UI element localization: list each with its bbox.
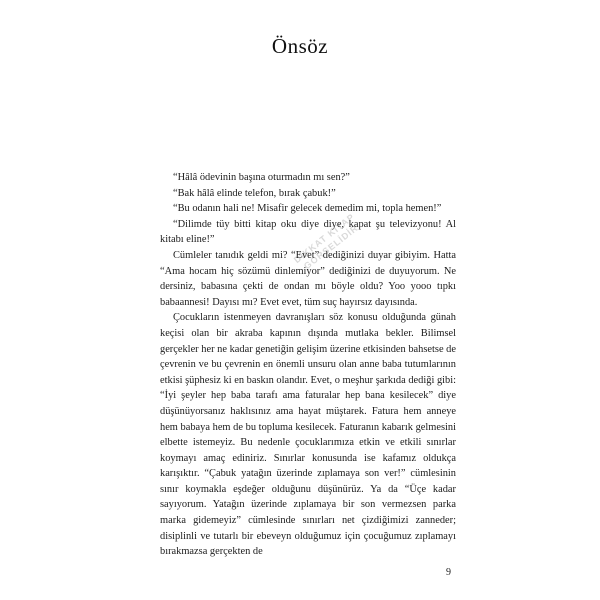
paragraph: Çocukların istenmeyen davranışları söz konusu olduğunda günah keçisi olan bir akraba kapının dışında mutlaka bekler. Bilimsel gerçekler her ne kadar genetiğin gelişim üzerine etkisinden bahsetse de çevrenin ve bu çevrenin en önemli unsuru olan anne baba tutumlarının etkisi şüphesiz ki en baskın olandır. Evet, o meşhur şarkıda dediği gibi: “İyi şeyler hep baba tarafı ama faturalar hep bana kesilecek” diye düşünüyorsanız haklısınız ama hayat müştarek. Fatura hem anneye hem babaya hem de bu topluma kesilecek. Faturanın kabarık gelmesini elbette istemeyiz. Bu nedenle çocuklarımıza etkin ve etkili sınırlar koymayı amaç ediniriz. Sınırlar konusunda ise kafamız oldukça karışıktır. “Çabuk yatağın üzerinde zıplamaya son ver!” cümlesinin sınır koymakla eşdeğer olduğunu düşünürüz. Ya da “Üçe kadar sayıyorum. Yatağın üzerinde zıplamaya bir son vermezsen parka marka gidemeyiz” cümlesinde sınırları net çizdiğimizi zanneder; disiplinli ve tutarlı bir ebeveyn olduğumuz için çocuğumuz zıplamayı bırakmazsa gerçekten de xyxy=(160,312,456,558)
body-text xyxy=(160,170,456,560)
watermark: DİKKAT KİTAP GÖRSELİDİR xyxy=(291,211,361,272)
page-title: Önsöz xyxy=(271,34,329,58)
paragraph: “Bak hâlâ elinde telefon, bırak çabuk!” xyxy=(173,187,336,199)
paragraph: Cümleler tanıdık geldi mi? “Evet” dediğinizi duyar gibiyim. Hatta “Ama hocam hiç sözümü dinlemiyor” dediğinizi de duyuyorum. Ne dersiniz, babasına çekti de ondan mı böyle oldu? Yoo yooo tıpkı babaannesi! Dayısı mı? Evet evet, tüm suç hayırsız dayısında. xyxy=(160,249,456,308)
page-number: 9 xyxy=(446,567,451,578)
paragraph: “Hâlâ ödevinin başına oturmadın mı sen?” xyxy=(173,172,350,183)
paragraph: “Bu odanın hali ne! Misafir gelecek demedim mi, topla hemen!” xyxy=(173,203,442,215)
paragraph: “Dilimde tüy bitti kitap oku diye diye, kapat şu televizyonu! Al kitabı eline!” xyxy=(160,218,456,246)
